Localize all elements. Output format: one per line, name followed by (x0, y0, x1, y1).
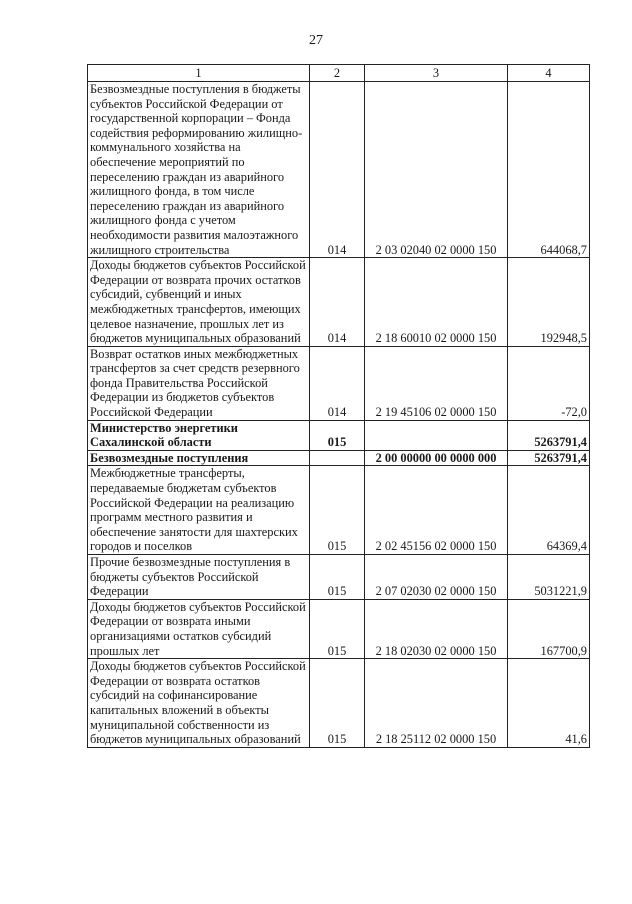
row-admin-code-cell: 015 (310, 599, 365, 658)
row-admin-code-cell: 015 (310, 659, 365, 748)
table-row-ministry (88, 420, 590, 450)
table-row (88, 659, 590, 748)
row-name-cell: Безвозмездные поступления в бюджеты субъектов Российской Федерации от государственной корпорации – Фонда содействия реформированию жилищно-коммунального хозяйства на обеспечение мероприятий по переселению граждан из аварийного жилищного фонда, в том числе переселению граждан из аварийного жилищного фонда с учетом необходимости развития малоэтажного жилищного строительства (88, 82, 310, 258)
row-amount-cell: 5031221,9 (508, 555, 590, 600)
table-row (88, 599, 590, 658)
row-classification-code-cell: 2 00 00000 00 0000 000 (365, 450, 508, 466)
row-classification-code-cell: 2 18 60010 02 0000 150 (365, 258, 508, 347)
table-row (88, 258, 590, 347)
row-classification-code-cell: 2 02 45156 02 0000 150 (365, 466, 508, 555)
row-name-cell: Доходы бюджетов субъектов Российской Федерации от возврата остатков субсидий на софинансирование капитальных вложений в объекты муниципальной собственности из бюджетов муниципальных образований (88, 659, 310, 748)
header-row (88, 65, 590, 82)
row-amount-cell: 5263791,4 (508, 450, 590, 466)
budget-revenue-table (87, 64, 590, 748)
row-classification-code-cell: 2 07 02030 02 0000 150 (365, 555, 508, 600)
row-amount-cell: 167700,9 (508, 599, 590, 658)
row-admin-code-cell: 014 (310, 258, 365, 347)
row-amount-cell: 41,6 (508, 659, 590, 748)
row-classification-code-cell: 2 18 02030 02 0000 150 (365, 599, 508, 658)
table-row (88, 346, 590, 420)
table-row (88, 82, 590, 258)
row-amount-cell: 5263791,4 (508, 420, 590, 450)
column-header-4: 4 (508, 65, 590, 82)
row-admin-code-cell: 014 (310, 346, 365, 420)
row-admin-code-cell: 015 (310, 555, 365, 600)
row-name-cell: Безвозмездные поступления (88, 450, 310, 466)
row-amount-cell: -72,0 (508, 346, 590, 420)
row-amount-cell: 644068,7 (508, 82, 590, 258)
row-classification-code-cell: 2 18 25112 02 0000 150 (365, 659, 508, 748)
row-amount-cell: 64369,4 (508, 466, 590, 555)
row-amount-cell: 192948,5 (508, 258, 590, 347)
table-row (88, 555, 590, 600)
row-classification-code-cell (365, 420, 508, 450)
row-name-cell: Министерство энергетики Сахалинской области (88, 420, 310, 450)
column-header-3: 3 (365, 65, 508, 82)
row-admin-code-cell: 015 (310, 466, 365, 555)
row-name-cell: Доходы бюджетов субъектов Российской Федерации от возврата прочих остатков субсидий, субвенций и иных межбюджетных трансфертов, имеющих целевое назначение, прошлых лет из бюджетов муниципальных образований (88, 258, 310, 347)
row-admin-code-cell (310, 450, 365, 466)
table-row (88, 466, 590, 555)
row-classification-code-cell: 2 19 45106 02 0000 150 (365, 346, 508, 420)
row-name-cell: Межбюджетные трансферты, передаваемые бюджетам субъектов Российской Федерации на реализацию программ местного развития и обеспечение занятости для шахтерских городов и поселков (88, 466, 310, 555)
table-row-subtotal (88, 450, 590, 466)
row-admin-code-cell: 014 (310, 82, 365, 258)
column-header-1: 1 (88, 65, 310, 82)
row-classification-code-cell: 2 03 02040 02 0000 150 (365, 82, 508, 258)
row-name-cell: Прочие безвозмездные поступления в бюджеты субъектов Российской Федерации (88, 555, 310, 600)
page-number: 27 (309, 33, 323, 48)
row-name-cell: Доходы бюджетов субъектов Российской Федерации от возврата иными организациями остатков субсидий прошлых лет (88, 599, 310, 658)
row-name-cell: Возврат остатков иных межбюджетных трансфертов за счет средств резервного фонда Правительства Российской Федерации из бюджетов субъектов Российской Федерации (88, 346, 310, 420)
row-admin-code-cell: 015 (310, 420, 365, 450)
column-header-2: 2 (310, 65, 365, 82)
